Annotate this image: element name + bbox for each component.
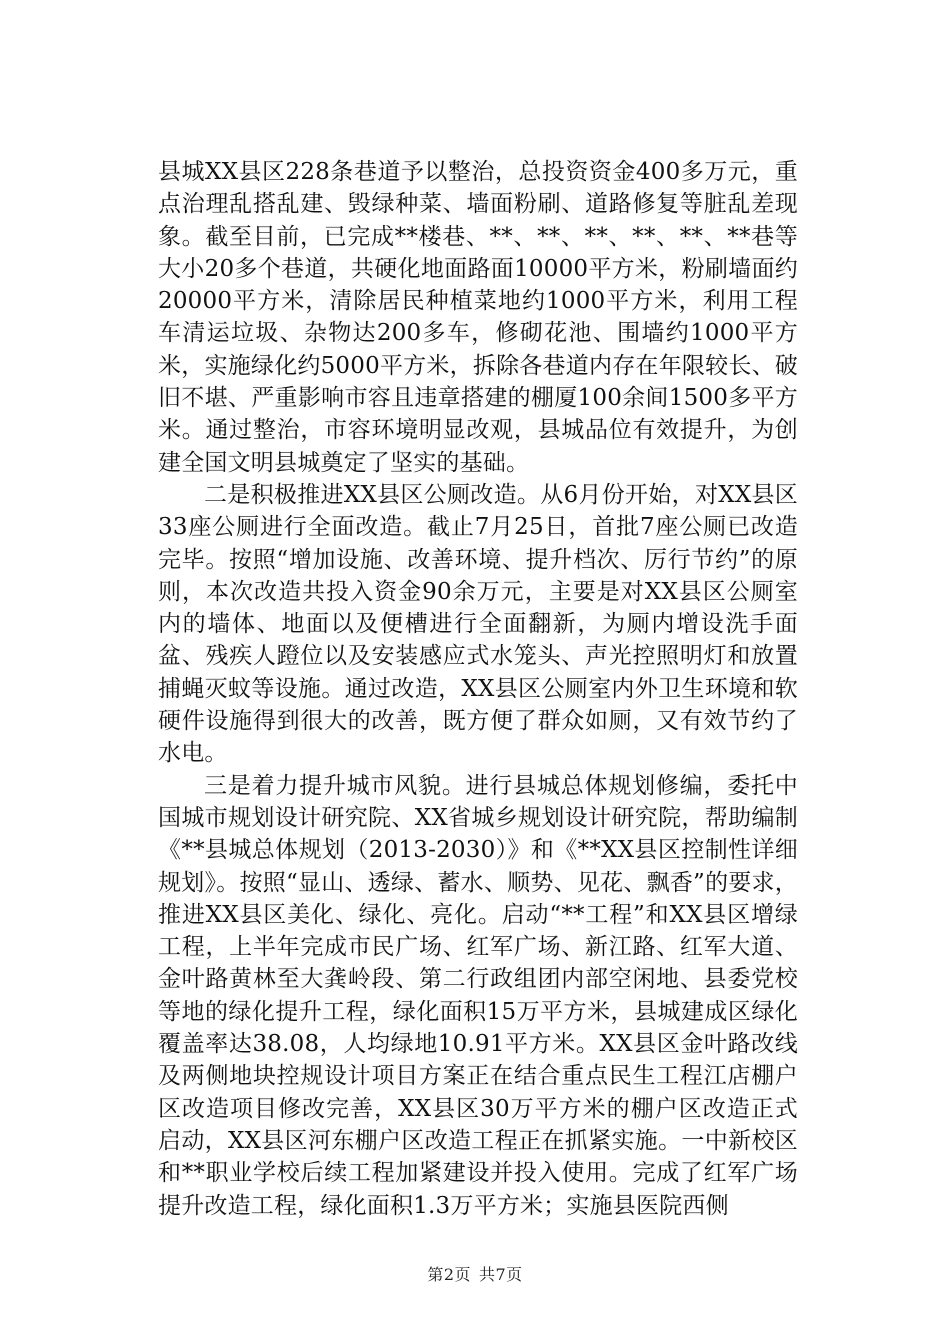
- paragraph-2: 二是积极推进XX县区公厕改造。从6月份开始，对XX县区33座公厕进行全面改造。截止7月25日，首批7座公厕已改造完毕。按照“增加设施、改善环境、提升档次、厉行节约”的原则，本次改造共投入资金90余万元，主要是对XX县区公厕室内的墙体、地面以及便槽进行全面翻新，为厕内增设洗手面盆、残疾人蹬位以及安装感应式水笼头、声光控照明灯和放置捕蝇灭蚊等设施。通过改造，XX县区公厕室内外卫生环境和软硬件设施得到很大的改善，既方便了群众如厕，又有效节约了水电。: [158, 481, 798, 767]
- paragraph-3: 三是着力提升城市风貌。进行县城总体规划修编，委托中国城市规划设计研究院、XX省城乡规划设计研究院，帮助编制《**县城总体规划（2013-2030）》和《**XX县区控制性详细规划》。按照“显山、透绿、蓄水、顺势、见花、飘香”的要求，推进XX县区美化、绿化、亮化。启动“**工程”和XX县区增绿工程，上半年完成市民广场、红军广场、新江路、红军大道、金叶路黄林至大龚岭段、第二行政组团内部空闲地、县委党校等地的绿化提升工程，绿化面积15万平方米，县城建成区绿化覆盖率达38.08，人均绿地10.91平方米。XX县区金叶路改线及两侧地块控规设计项目方案正在结合重点民生工程江店棚户区改造项目修改完善，XX县区30万平方米的棚户区改造正式启动，XX县区河东棚户区改造工程正在抓紧实施。一中新校区和**职业学校后续工程加紧建设并投入使用。完成了红军广场提升改造工程，绿化面积1.3万平方米；实施县医院西侧: [158, 772, 798, 1219]
- paragraph-1: 县城XX县区228条巷道予以整治，总投资资金400多万元，重点治理乱搭乱建、毁绿种菜、墙面粉刷、道路修复等脏乱差现象。截至目前，已完成**楼巷、**、**、**、**、**、**巷等大小20多个巷道，共硬化地面路面10000平方米，粉刷墙面约20000平方米，清除居民种植菜地约1000平方米，利用工程车清运垃圾、杂物达200多车，修砌花池、围墙约1000平方米，实施绿化约5000平方米，拆除各巷道内存在年限较长、破旧不堪、严重影响市容且违章搭建的棚厦100余间1500多平方米。通过整治，市容环境明显改观，县城品位有效提升，为创建全国文明县城奠定了坚实的基础。: [158, 159, 798, 476]
- page-total: 共7页: [479, 1265, 523, 1284]
- document-body: [158, 156, 798, 1222]
- page-footer: [0, 1262, 950, 1285]
- page-number: 第2页: [427, 1265, 471, 1284]
